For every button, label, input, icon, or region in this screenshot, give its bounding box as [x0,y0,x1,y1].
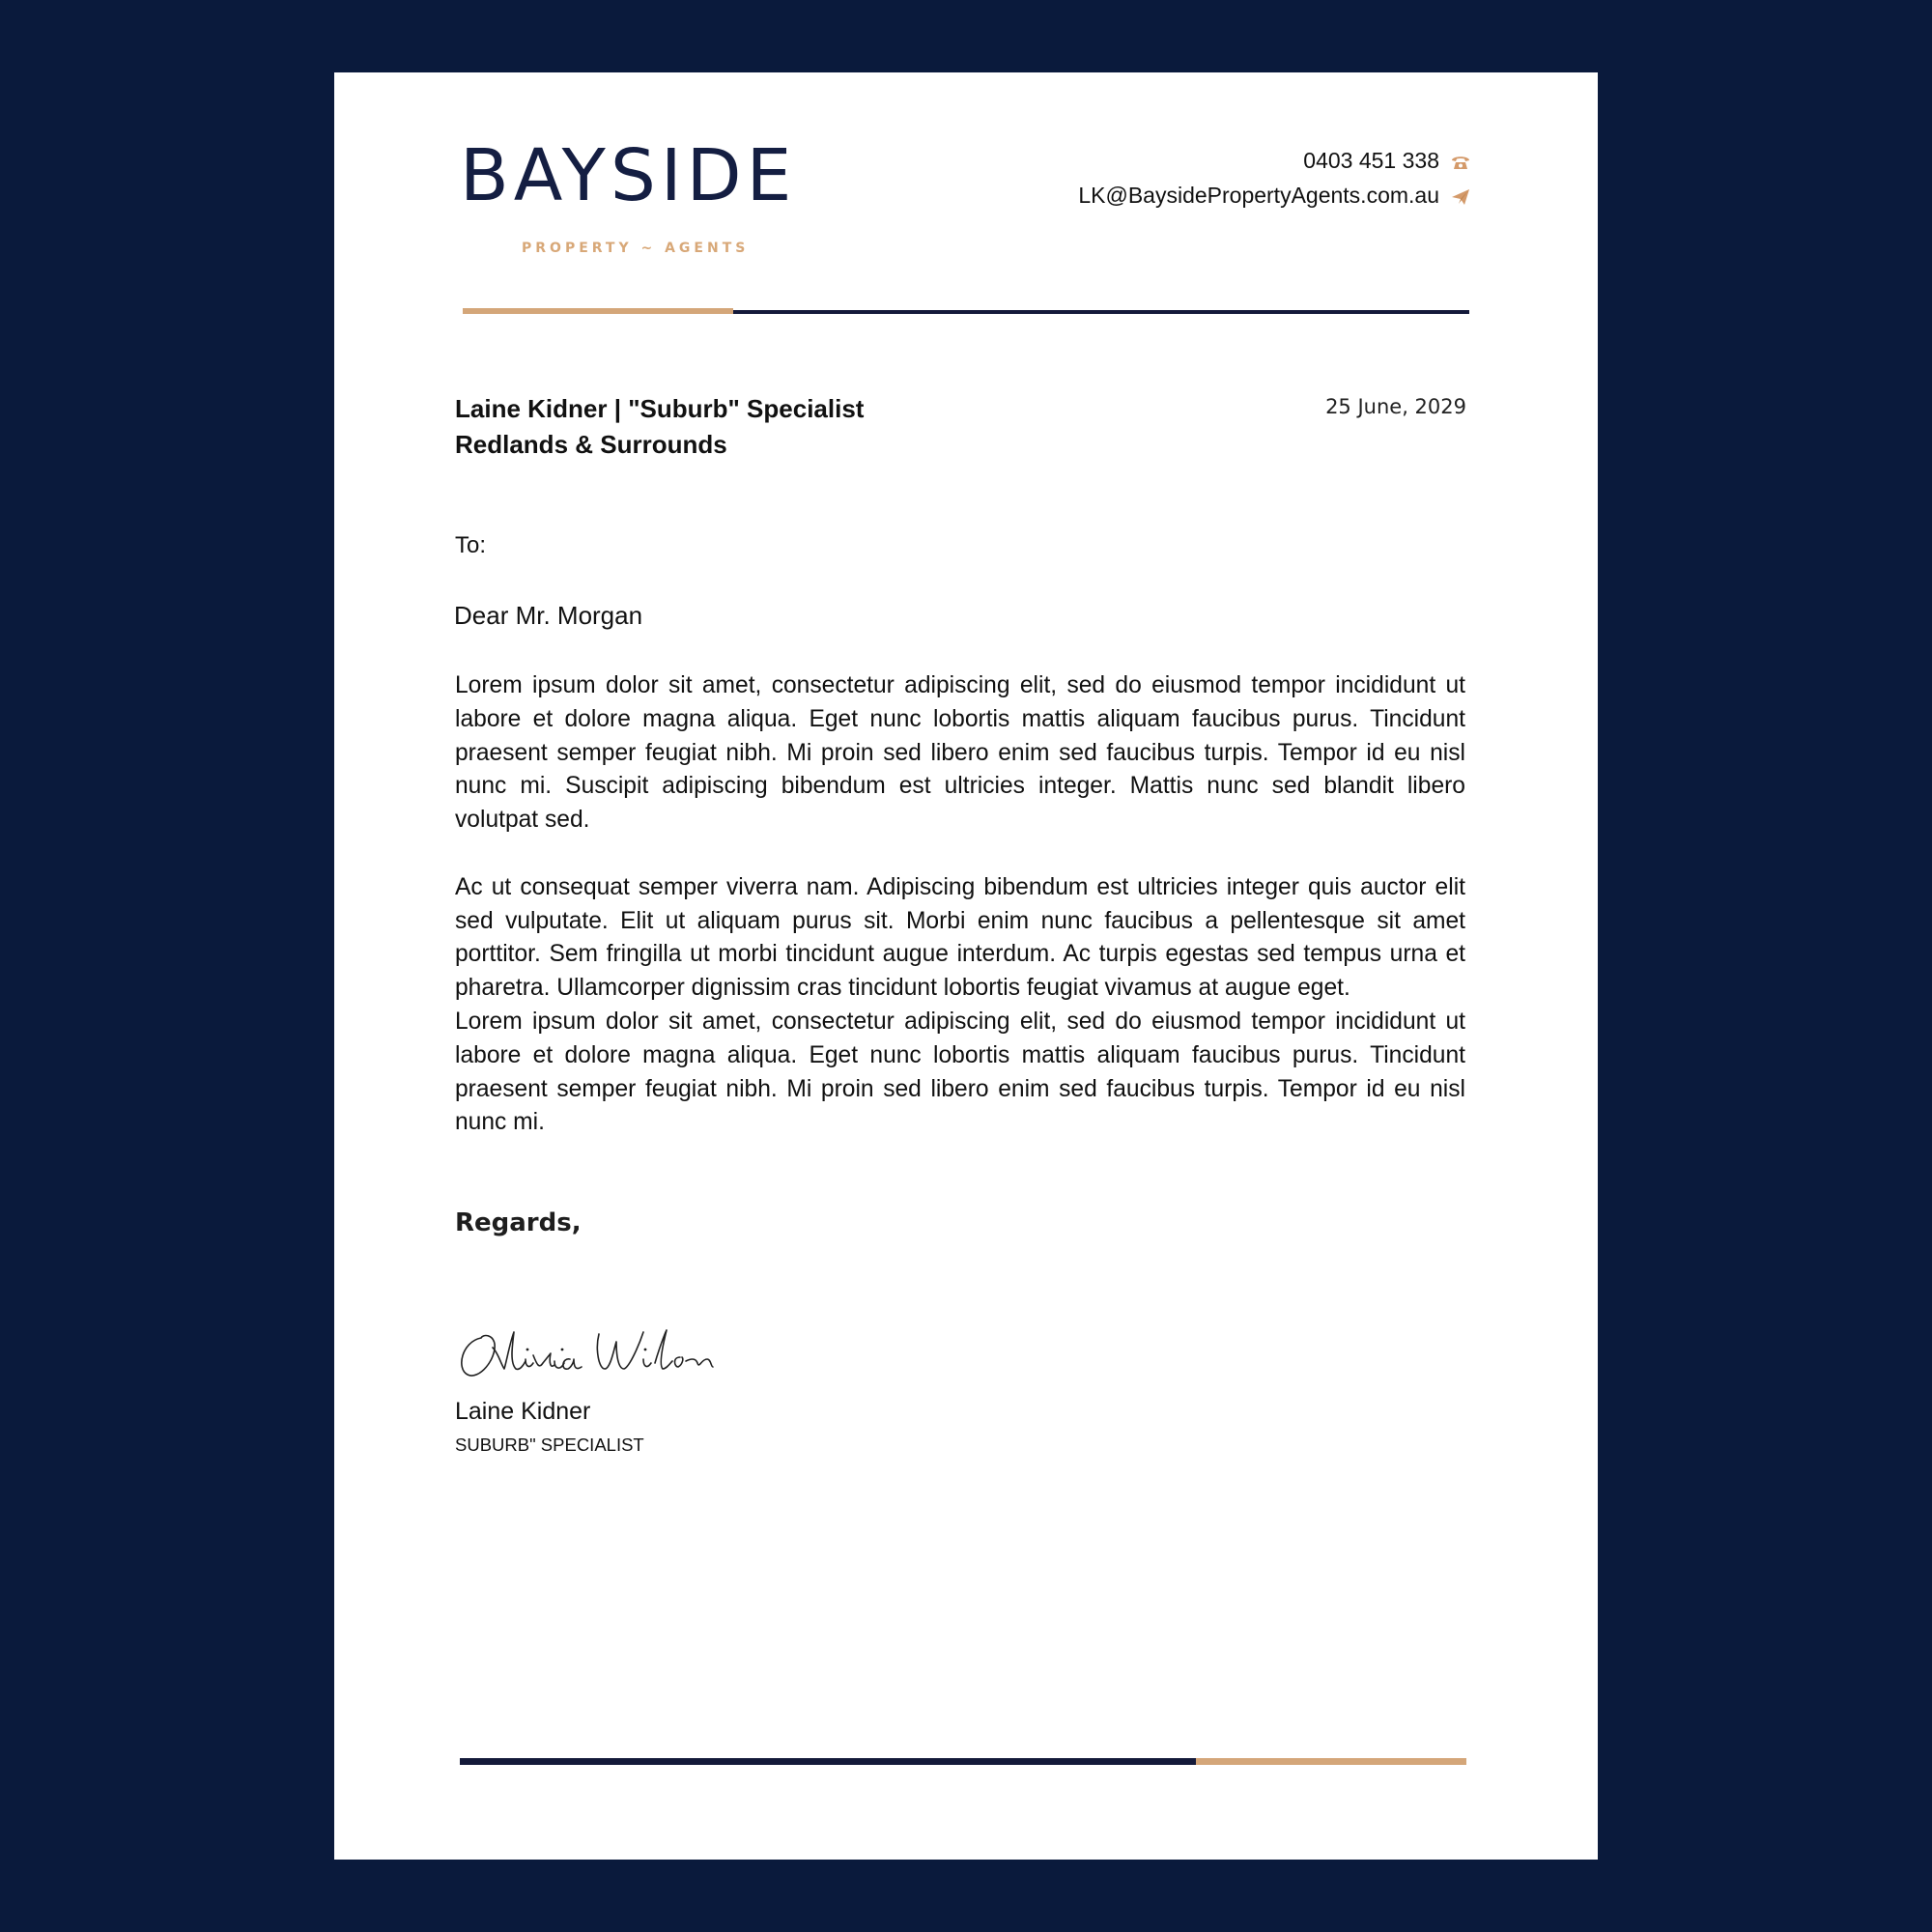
email-address[interactable]: LK@BaysidePropertyAgents.com.au [1078,183,1439,208]
letter-body [455,669,1465,1140]
recipient-label: To: [455,532,487,558]
salutation: Dear Mr. Morgan [454,601,643,630]
letter-date: 25 June, 2029 [1325,395,1466,418]
logo-tagline: PROPERTY ~ AGENTS [522,241,750,256]
contact-email [1078,178,1472,213]
header-divider [463,308,1469,314]
letter-page [334,72,1598,1860]
contact-phone [1078,143,1472,178]
header-divider-gold [463,308,733,314]
sender-block [455,391,864,463]
footer-divider-navy [460,1758,1196,1765]
header-divider-navy [733,310,1469,314]
phone-number[interactable]: 0403 451 338 [1303,148,1439,173]
closing: Regards, [455,1208,582,1237]
logo-wordmark: BAYSIDE [460,134,797,217]
signer-name: Laine Kidner [455,1398,591,1425]
sender-area: Redlands & Surrounds [455,430,727,459]
sender-name-title: Laine Kidner | "Suburb" Specialist [455,394,865,423]
signature [454,1321,715,1388]
bayside-logo [460,134,827,256]
body-paragraph: Lorem ipsum dolor sit amet, consectetur adipiscing elit, sed do eiusmod tempor incididunt ut labore et dolore magna aliqua. Eget nunc lobortis mattis aliquam faucibus purus. Tincidunt praesent semper feugiat nibh. Mi proin sed libero enim sed faucibus turpis. Tempor id eu nisl nunc mi. [455,1008,1465,1136]
footer-divider [460,1758,1466,1765]
paper-plane-icon [1451,188,1472,206]
body-paragraph: Ac ut consequat semper viverra nam. Adipiscing bibendum est ultricies integer quis auctor elit sed vulputate. Elit ut aliquam purus sit. Morbi enim nunc faucibus a pellentesque sit amet porttitor. Sem fringilla ut morbi tincidunt augue interdum. Ac turpis egestas sed tempus urna et pharetra. Ullamcorper dignissim cras tincidunt lobortis feugiat vivamus at augue eget. [455,873,1465,1002]
body-paragraph: Lorem ipsum dolor sit amet, consectetur adipiscing elit, sed do eiusmod tempor incididunt ut labore et dolore magna aliqua. Eget nunc lobortis mattis aliquam faucibus purus. Tincidunt praesent semper feugiat nibh. Mi proin sed libero enim sed faucibus turpis. Tempor id eu nisl nunc mi. Suscipit adipiscing bibendum est ultricies integer. Mattis nunc sed blandit libero volutpat sed. [455,672,1465,834]
contact-block [1078,143,1472,213]
footer-divider-gold [1196,1758,1466,1765]
signer-title: SUBURB" SPECIALIST [455,1435,644,1455]
phone-icon [1451,154,1472,171]
